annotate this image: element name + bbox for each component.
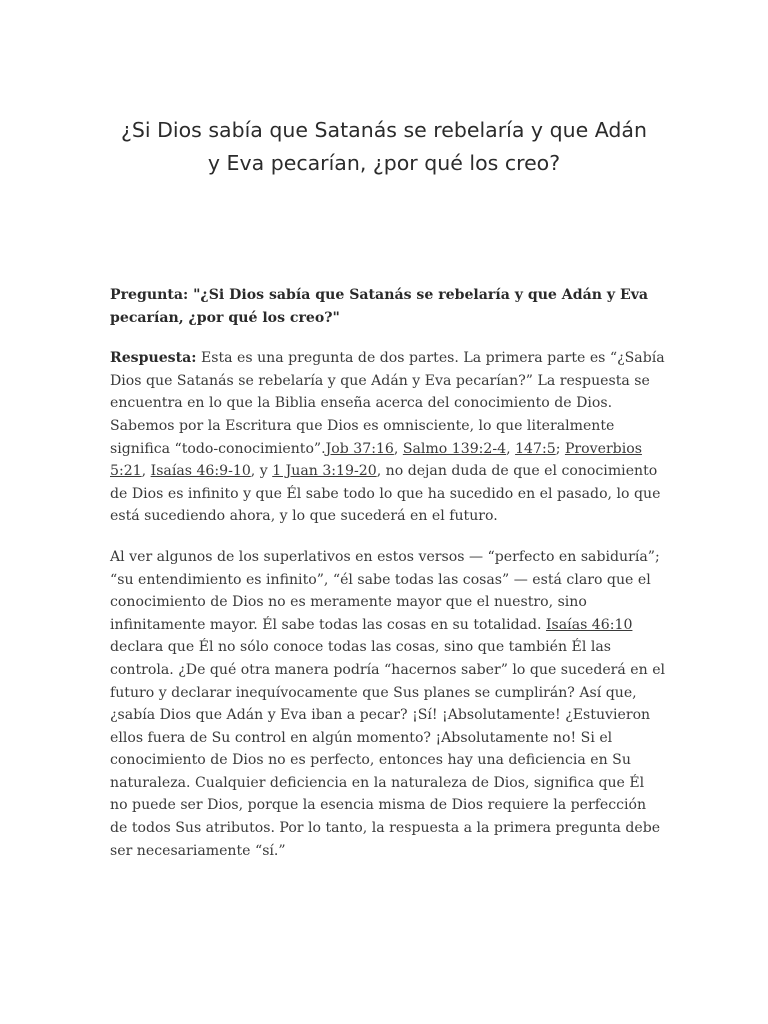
- body-paragraph-2: [110, 546, 666, 862]
- ref-link-salmo[interactable]: Salmo 139:2-4: [402, 440, 507, 457]
- title-line-1: ¿Si Dios sabía que Satanás se rebelaría y que Adán: [121, 118, 647, 142]
- ref-link-proverbios[interactable]: Proverbios 5:21: [110, 440, 642, 480]
- question-paragraph: [110, 284, 666, 329]
- question-label: Pregunta:: [110, 287, 189, 303]
- answer-text-1: Esta es una pregunta de dos partes. La primera parte es “¿Sabía Dios que Satanás se rebelaría y que Adán y Eva pecarían?” La respuesta se encuentra en lo que la Biblia enseña acerca del conocimiento de Dios. Sabemos por la Escritura que Dios es omnisciente, lo que literalmente significa “todo-conocimiento”.: [110, 350, 665, 457]
- ref-link-isaias[interactable]: Isaías 46:9-10: [150, 463, 251, 480]
- answer-label: Respuesta:: [110, 350, 197, 367]
- ref-link-job[interactable]: Job 37:16: [325, 440, 394, 457]
- document-body: [110, 284, 666, 880]
- title-line-2: y Eva pecarían, ¿por qué los creo?: [207, 151, 561, 175]
- page-title: [60, 114, 708, 180]
- ref-separator: ;: [555, 440, 565, 457]
- ref-link-isaias-46-10[interactable]: Isaías 46:10: [545, 616, 633, 633]
- question-text: "¿Si Dios sabía que Satanás se rebelaría y que Adán y Eva pecarían, ¿por qué los creo?": [110, 287, 649, 326]
- ref-link-salmo-147[interactable]: 147:5: [515, 440, 556, 457]
- paragraph-2-text-2: declara que Él no sólo conoce todas las cosas, sino que también Él las controla. ¿De qué otra manera podría “hacernos saber” lo que sucederá en el futuro y declarar inequívocamente que Sus planes se cumplirán? Así que, ¿sabía Dios que Adán y Eva iban a pecar? ¡Sí! ¡Absolutamente! ¿Estuvieron ellos fuera de Su control en algún momento? ¡Absolutamente no! Si el conocimiento de Dios no es perfecto, entonces hay una deficiencia en Su naturaleza. Cualquier deficiencia en la naturaleza de Dios, significa que Él no puede ser Dios, porque la esencia misma de Dios requiere la perfección de todos Sus atributos. Por lo tanto, la respuesta a la primera pregunta debe ser necesariamente “sí.”: [110, 639, 666, 859]
- answer-paragraph: [110, 347, 666, 528]
- paragraph-2-text-1: Al ver algunos de los superlativos en estos versos — “perfecto en sabiduría”; “su entendimiento es infinito”, “él sabe todas las cosas” — está claro que el conocimiento de Dios no es meramente mayor que el nuestro, sino infinitamente mayor. Él sabe todas las cosas en su totalidad.: [110, 548, 660, 633]
- ref-separator: ,: [393, 440, 403, 457]
- ref-separator: ,: [506, 440, 516, 457]
- answer-text-2: , no dejan duda de que el conocimiento de Dios es infinito y que Él sabe todo lo que ha sucedido en el pasado, lo que está sucediendo ahora, y lo que sucederá en el futuro.: [110, 463, 661, 525]
- ref-link-1-juan[interactable]: 1 Juan 3:19-20: [272, 463, 377, 480]
- ref-separator: , y: [250, 463, 273, 480]
- ref-separator: ,: [141, 463, 151, 480]
